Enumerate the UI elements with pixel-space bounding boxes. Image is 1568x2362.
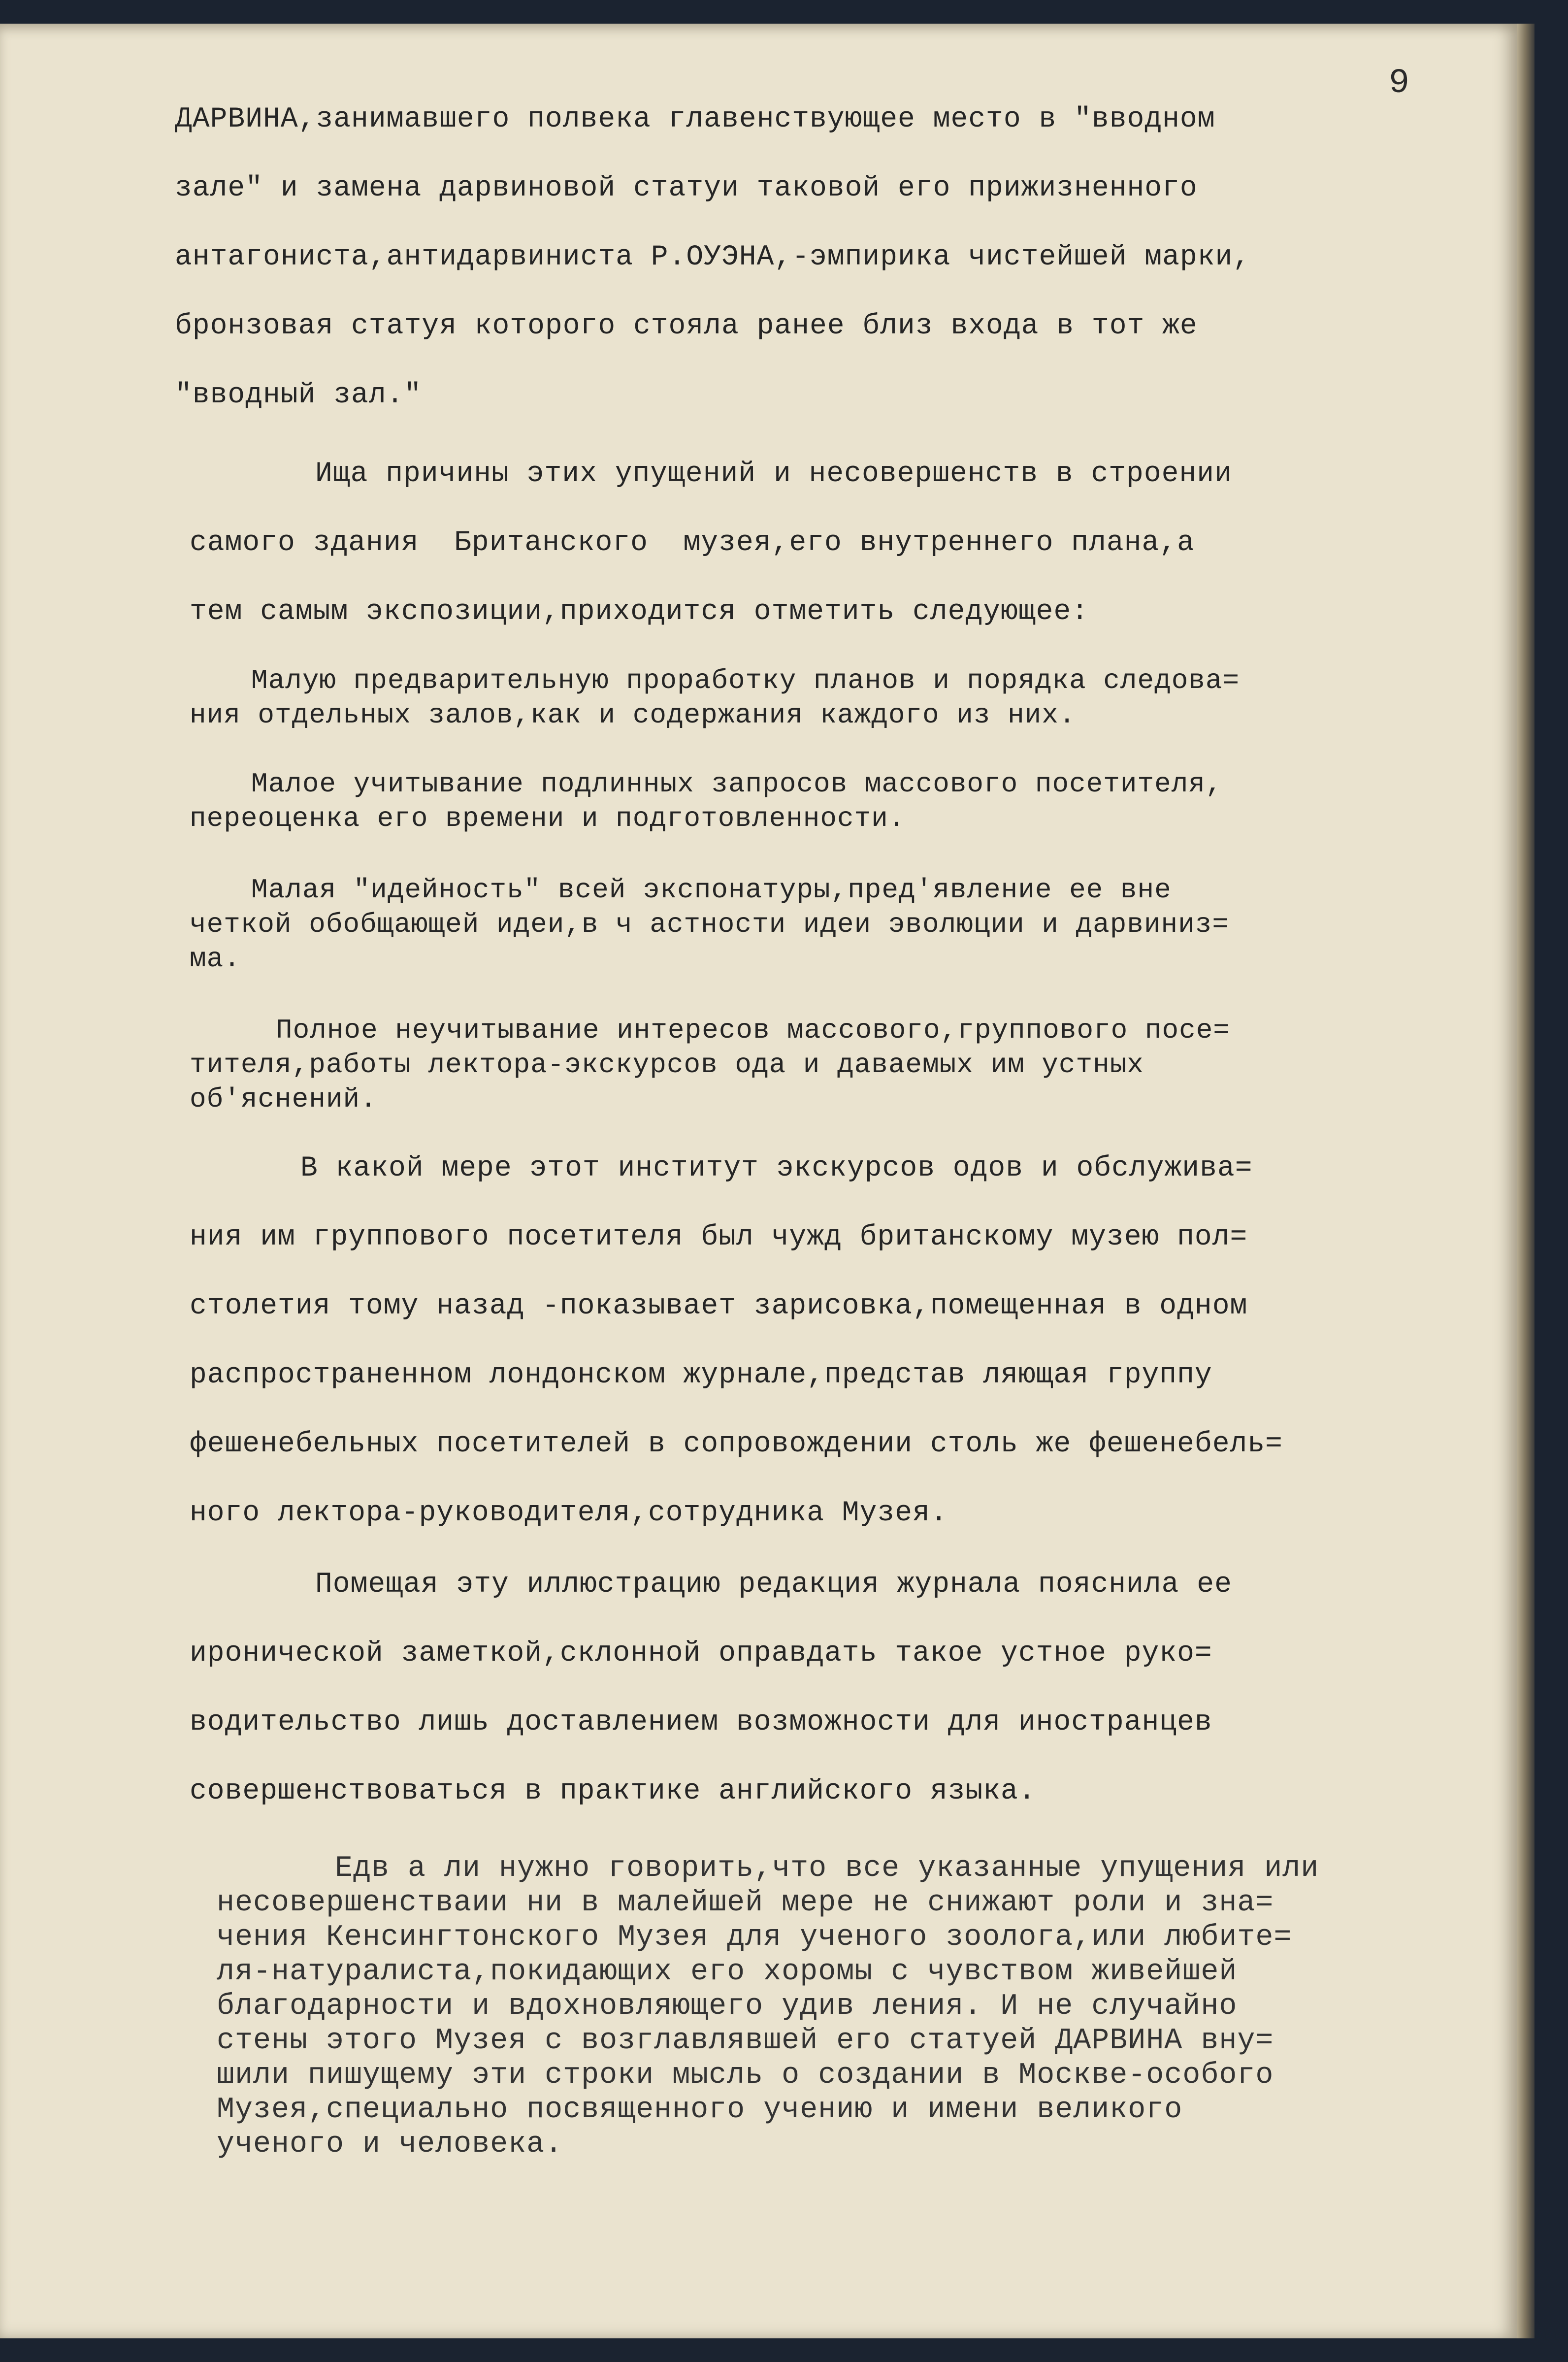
text-line: антагониста,антидарвиниста Р.ОУЭНА,-эмпирика чистейшей марки, [175, 241, 1251, 273]
text-line: Малую предварительную проработку планов и порядка следова= [251, 665, 1240, 696]
text-line: несовершенстваии ни в малейшей мере не снижают роли и зна= [217, 1886, 1274, 1920]
text-line: бронзовая статуя которого стояла ранее близ входа в тот же [175, 310, 1198, 342]
text-line: Помещая эту иллюстрацию редакция журнала пояснила ее [315, 1569, 1232, 1601]
text-line: "вводный зал." [175, 379, 422, 411]
text-line: четкой обобщающей идеи,в ч астности идеи эволюции и дарвиниз= [190, 909, 1229, 940]
text-line: ния им группового посетителя был чужд британскому музею пол= [190, 1221, 1248, 1253]
text-line: благодарности и вдохновляющего удив ления. И не случайно [217, 1990, 1238, 2023]
text-line: ния отдельных залов,как и содержания каждого из них. [190, 699, 1076, 731]
text-line: Малая "идейность" всей экспонатуры,пред'явление ее вне [251, 874, 1172, 906]
text-line: об'яснений. [190, 1083, 377, 1115]
text-line: зале" и замена дарвиновой статуи таковой его прижизненного [175, 172, 1198, 204]
text-line: чения Кенсингтонского Музея для ученого зоолога,или любите= [217, 1921, 1292, 1954]
text-line: Едв а ли нужно говорить,что все указанные упущения или [335, 1852, 1319, 1885]
text-line: ма. [190, 943, 241, 975]
text-line: Полное неучитывание интересов массового,группового посе= [276, 1015, 1230, 1046]
text-line: Ища причины этих упущений и несовершенств в строении [315, 458, 1232, 490]
text-line: стены этого Музея с возглавлявшей его статуей ДАРВИНА вну= [217, 2024, 1274, 2058]
text-line: столетия тому назад -показывает зарисовка,помещенная в одном [190, 1290, 1248, 1322]
text-line: фешенебельных посетителей в сопровождении столь же фешенебель= [190, 1428, 1283, 1460]
page-binding-edge [1517, 24, 1535, 2338]
text-line: Малое учитывание подлинных запросов массового посетителя, [251, 768, 1223, 800]
text-line: водительство лишь доставлением возможности для иностранцев [190, 1706, 1212, 1739]
text-line: В какой мере этот институт экскурсов одов и обслужива= [300, 1152, 1253, 1184]
text-line: тем самым экспозиции,приходится отметить следующее: [190, 596, 1089, 628]
text-line: ного лектора-руководителя,сотрудника Музея. [190, 1497, 948, 1529]
text-line: иронической заметкой,склонной оправдать такое устное руко= [190, 1638, 1212, 1670]
text-line: тителя,работы лектора-экскурсов ода и даваемых им устных [190, 1049, 1144, 1081]
text-line: Музея,специально посвященного учению и имени великого [217, 2093, 1183, 2127]
text-line: ля-натуралиста,покидающих его хоромы с чувством живейшей [217, 1955, 1238, 1989]
text-line: совершенствоваться в практике английского языка. [190, 1775, 1036, 1807]
text-line: самого здания Британского музея,его внутреннего плана,а [190, 527, 1195, 559]
text-line: распространенном лондонском журнале,представ ляющая группу [190, 1359, 1212, 1391]
text-line: ДАРВИНА,занимавшего полвека главенствующее место в "вводном [175, 103, 1215, 135]
text-line: переоценка его времени и подготовленности. [190, 803, 906, 834]
text-line: шили пишущему эти строки мысль о создании в Москве-особого [217, 2059, 1274, 2092]
text-line: ученого и человека. [217, 2128, 563, 2161]
page-number: 9 [1389, 64, 1410, 103]
